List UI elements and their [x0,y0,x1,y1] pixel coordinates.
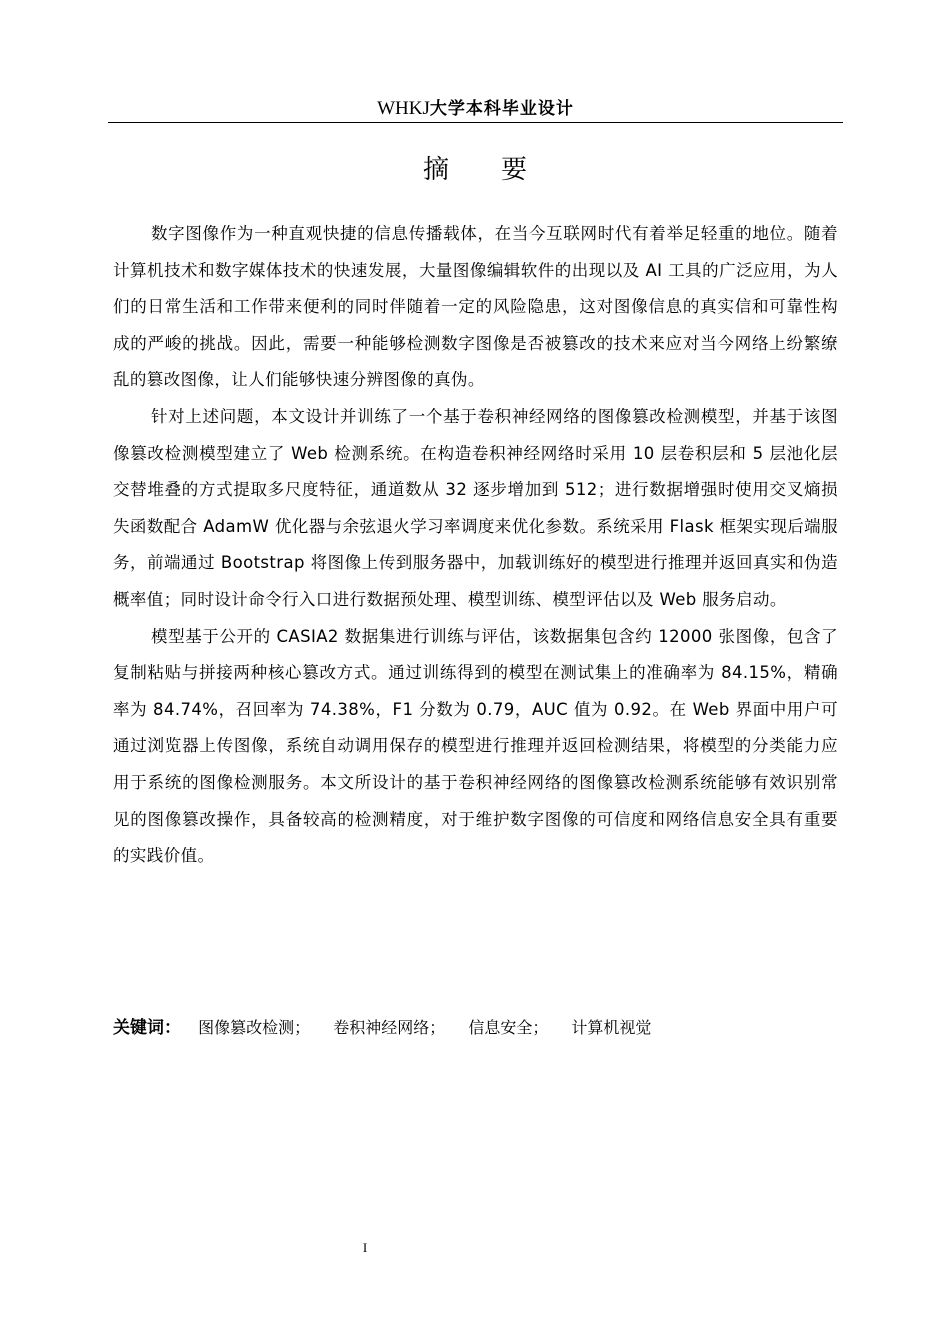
keyword-item: 图像篡改检测； [198,1018,311,1037]
abstract-heading-char-1: 摘 [422,155,449,185]
abstract-body [113,216,838,875]
keyword-item: 卷积神经网络； [333,1018,446,1037]
header-title-text: 大学本科毕业设计 [429,99,574,119]
page-header [108,96,843,123]
header-school-code: WHKJ [377,98,430,119]
keywords-line [113,1010,838,1046]
abstract-paragraph-1: 数字图像作为一种直观快捷的信息传播载体，在当今互联网时代有着举足轻重的地位。随着计算机技术和数字媒体技术的快速发展，大量图像编辑软件的出现以及 AI 工具的广泛应用，为人们的日常生活和工作带来便利的同时伴随着一定的风险隐患，这对图像信息的真实信和可靠性构成的严峻的挑战。因此，需要一种能够检测数字图像是否被篡改的技术来应对当今网络上纷繁缭乱的篡改图像，让人们能够快速分辨图像的真伪。 [113,224,838,390]
keyword-item: 计算机视觉 [571,1018,652,1037]
header-title [377,96,574,122]
page-number: I [362,1240,368,1255]
abstract-paragraph-2: 针对上述问题，本文设计并训练了一个基于卷积神经网络的图像篡改检测模型，并基于该图像篡改检测模型建立了 Web 检测系统。在构造卷积神经网络时采用 10 层卷积层和 5 层池化层交替堆叠的方式提取多尺度特征，通道数从 32 逐步增加到 512；进行数据增强时使用交叉熵损失函数配合 AdamW 优化器与余弦退火学习率调度来优化参数。系统采用 Flask 框架实现后端服务，前端通过 Bootstrap 将图像上传到服务器中，加载训练好的模型进行推理并返回真实和伪造概率值；同时设计命令行入口进行数据预处理、模型训练、模型评估以及 Web 服务启动。 [113,406,838,609]
keyword-item: 信息安全； [468,1018,549,1037]
abstract-paragraph-3: 模型基于公开的 CASIA2 数据集进行训练与评估，该数据集包含约 12000 张图像，包含了复制粘贴与拼接两种核心篡改方式。通过训练得到的模型在测试集上的准确率为 84.15%，精确率为 84.74%，召回率为 74.38%，F1 分数为 0.79，AUC 值为 0.92。在 Web 界面中用户可通过浏览器上传图像，系统自动调用保存的模型进行推理并返回检测结果，将模型的分类能力应用于系统的图像检测服务。本文所设计的基于卷积神经网络的图像篡改检测系统能够有效识别常见的图像篡改操作，具备较高的检测精度，对于维护数字图像的可信度和网络信息安全具有重要的实践价值。 [113,626,838,866]
abstract-heading [0,150,950,190]
keywords-label: 关键词： [113,1018,181,1038]
abstract-heading-char-2: 要 [501,155,528,185]
